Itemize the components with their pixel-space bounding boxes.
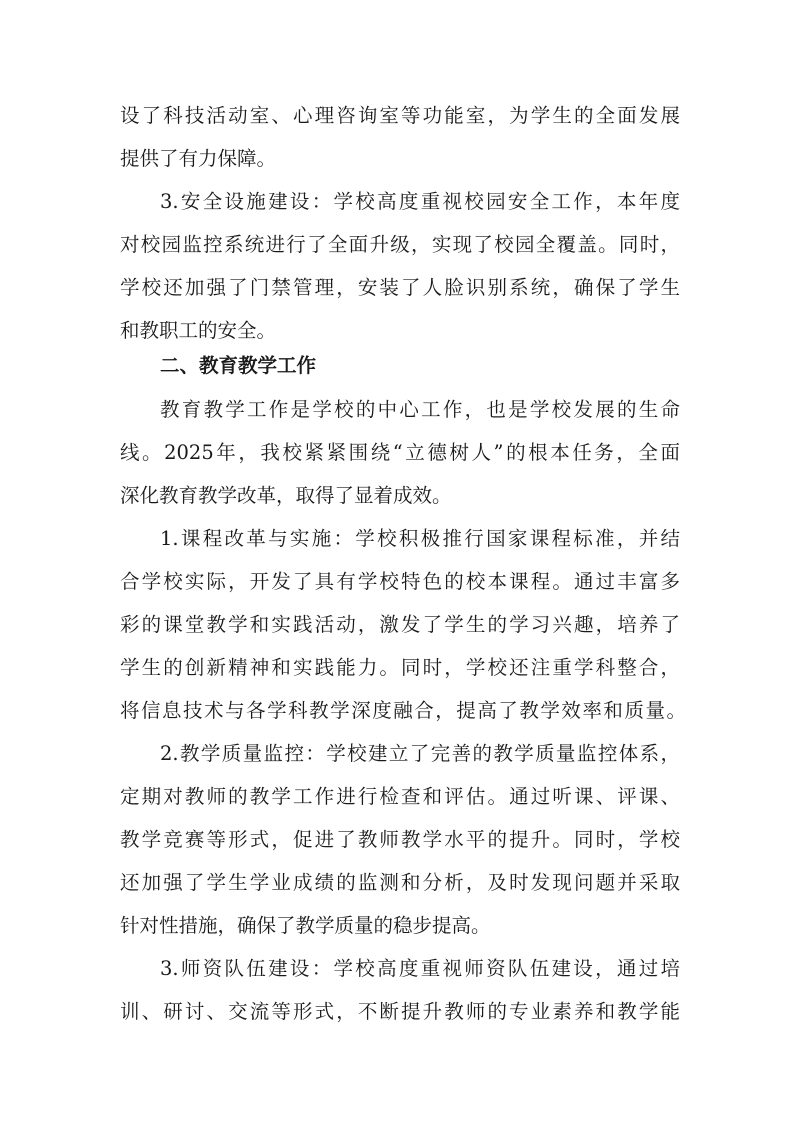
paragraph-first-line: 2.教学质量监控：学校建立了完善的教学质量监控体系，: [160, 742, 680, 765]
text-line: 设了科技活动室、心理咨询室等功能室，为学生的全面发展: [120, 104, 680, 127]
text-line: 还加强了学生学业成绩的监测和分析，及时发现问题并采取: [120, 871, 680, 894]
text-line: 线。2025年，我校紧紧围绕“立德树人”的根本任务，全面: [120, 441, 680, 464]
text-line: 提供了有力保障。: [120, 147, 277, 170]
text-line: 和教职工的安全。: [120, 319, 277, 342]
paragraph-first-line: 1.课程改革与实施：学校积极推行国家课程标准，并结: [160, 527, 680, 550]
text-line: 针对性措施，确保了教学质量的稳步提高。: [120, 914, 491, 937]
paragraph-first-line: 3.安全设施建设：学校高度重视校园安全工作，本年度: [160, 190, 680, 213]
text-line: 深化教育教学改革，取得了显着成效。: [120, 484, 452, 507]
text-line: 彩的课堂教学和实践活动，激发了学生的学习兴趣，培养了: [120, 613, 680, 636]
text-line: 定期对教师的教学工作进行检查和评估。通过听课、评课、: [120, 785, 680, 808]
text-line: 对校园监控系统进行了全面升级，实现了校园全覆盖。同时，: [120, 233, 680, 256]
section-heading: 二、教育教学工作: [160, 354, 317, 377]
text-line: 训、研讨、交流等形式，不断提升教师的专业素养和教学能: [120, 1000, 680, 1023]
text-line: 学校还加强了门禁管理，安装了人脸识别系统，确保了学生: [120, 276, 680, 299]
text-line: 学生的创新精神和实践能力。同时，学校还注重学科整合，: [120, 656, 680, 679]
text-line: 将信息技术与各学科教学深度融合，提高了教学效率和质量。: [120, 699, 686, 722]
paragraph-first-line: 教育教学工作是学校的中心工作，也是学校发展的生命: [160, 398, 680, 421]
text-line: 教学竞赛等形式，促进了教师教学水平的提升。同时，学校: [120, 828, 680, 851]
text-line: 合学校实际，开发了具有学校特色的校本课程。通过丰富多: [120, 570, 680, 593]
paragraph-first-line: 3.师资队伍建设：学校高度重视师资队伍建设，通过培: [160, 957, 680, 980]
